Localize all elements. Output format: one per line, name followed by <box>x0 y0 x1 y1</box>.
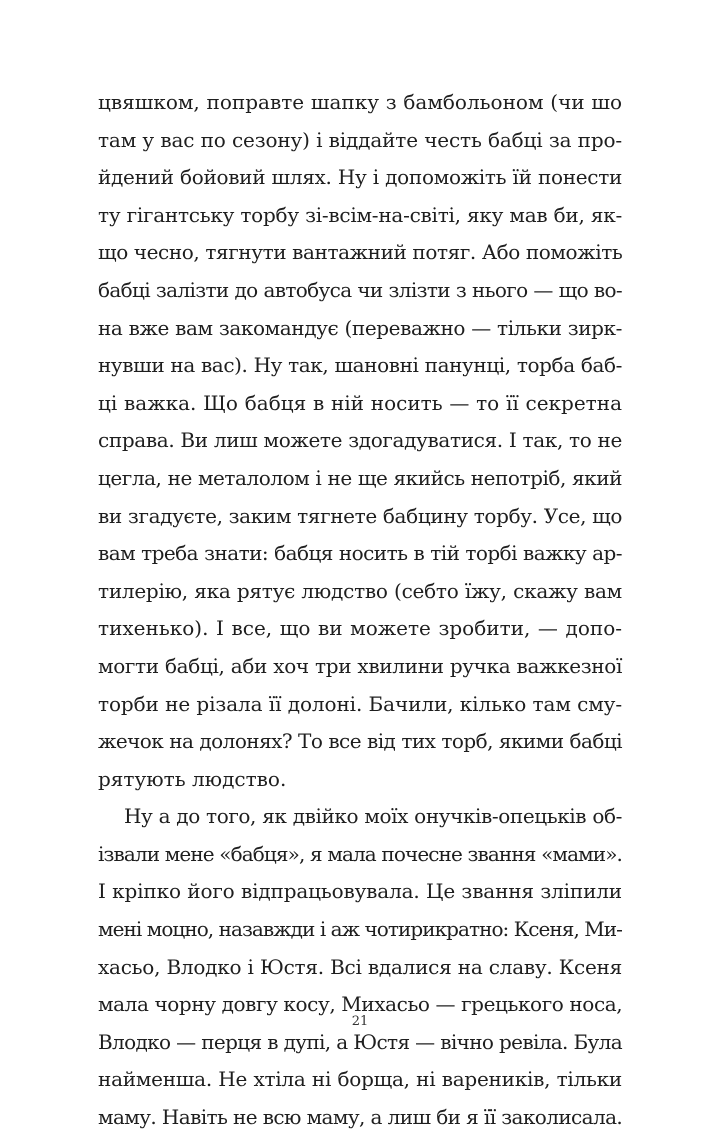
text-line: цегла, не металолом і не ще якийсь непотріб, який <box>98 465 622 490</box>
text-line: хасьо, Влодко і Юстя. Всі вдалися на славу. Ксеня <box>98 954 622 979</box>
text-line: ці важка. Що бабця в ній носить — то її секретна <box>98 390 622 415</box>
text-line: ту гігантську торбу зі-всім-на-світі, яку мав би, як- <box>98 202 622 227</box>
text-line: могти бабці, аби хоч три хвилини ручка важкезної <box>98 653 622 678</box>
text-line: ви згадуєте, заким тягнете бабцину торбу. Усе, що <box>98 503 623 528</box>
text-line: Влодко — перця в дупі, а Юстя — вічно ревіла. Була <box>98 1029 622 1054</box>
page-number: 21 <box>351 1014 369 1029</box>
text-line: Ну а до того, як двійко моїх онучків-опецьків об- <box>124 804 622 829</box>
text-line: жечок на долонях? То все від тих торб, якими бабці <box>98 729 622 754</box>
text-line: цвяшком, поправте шапку з бамбольоном (чи шо <box>98 90 622 114</box>
text-line: найменша. Не хтіла ні борща, ні вареників, тільки <box>98 1067 622 1092</box>
paragraph-2 <box>98 798 622 1136</box>
text-line: мені моцно, назавжди і аж чотирикратно: Ксеня, Ми- <box>98 917 622 942</box>
text-line: що чесно, тягнути вантажний потяг. Або поможіть <box>98 240 623 265</box>
text-line: торби не різала її долоні. Бачили, кілько там сму- <box>98 691 622 716</box>
text-line: бабці залізти до автобуса чи злізти з нього — що во- <box>98 277 622 302</box>
text-line: тилерію, яка рятує людство (себто їжу, скажу вам <box>98 578 622 603</box>
paragraph-1 <box>98 84 622 798</box>
text-line: вам треба знати: бабця носить в тій торбі важку ар- <box>98 541 622 566</box>
text-line: там у вас по сезону) і віддайте честь бабці за про- <box>98 127 622 152</box>
text-line: мала чорну довгу косу, Михасьо — грецького носа, <box>98 992 623 1017</box>
text-line: рятують людство. <box>98 766 287 791</box>
text-line: справа. Ви лиш можете здогадуватися. І так, то не <box>98 428 622 453</box>
text-line: ізвали мене «бабця», я мала почесне звання «мами». <box>98 841 622 866</box>
text-line: на вже вам закомандує (переважно — тільки зирк- <box>98 315 622 340</box>
text-line: тихенько). І все, що ви можете зробити, — допо- <box>98 616 622 641</box>
text-line: йдений бойовий шлях. Ну і допоможіть їй понести <box>98 165 622 190</box>
text-line: І кріпко його відпрацьовувала. Це звання зліпили <box>98 879 622 904</box>
text-line: маму. Навіть не всю маму, а лиш би я її заколисала. <box>98 1105 623 1130</box>
body-text <box>98 84 622 1137</box>
text-line: нувши на вас). Ну так, шановні панунці, торба баб- <box>98 353 622 378</box>
